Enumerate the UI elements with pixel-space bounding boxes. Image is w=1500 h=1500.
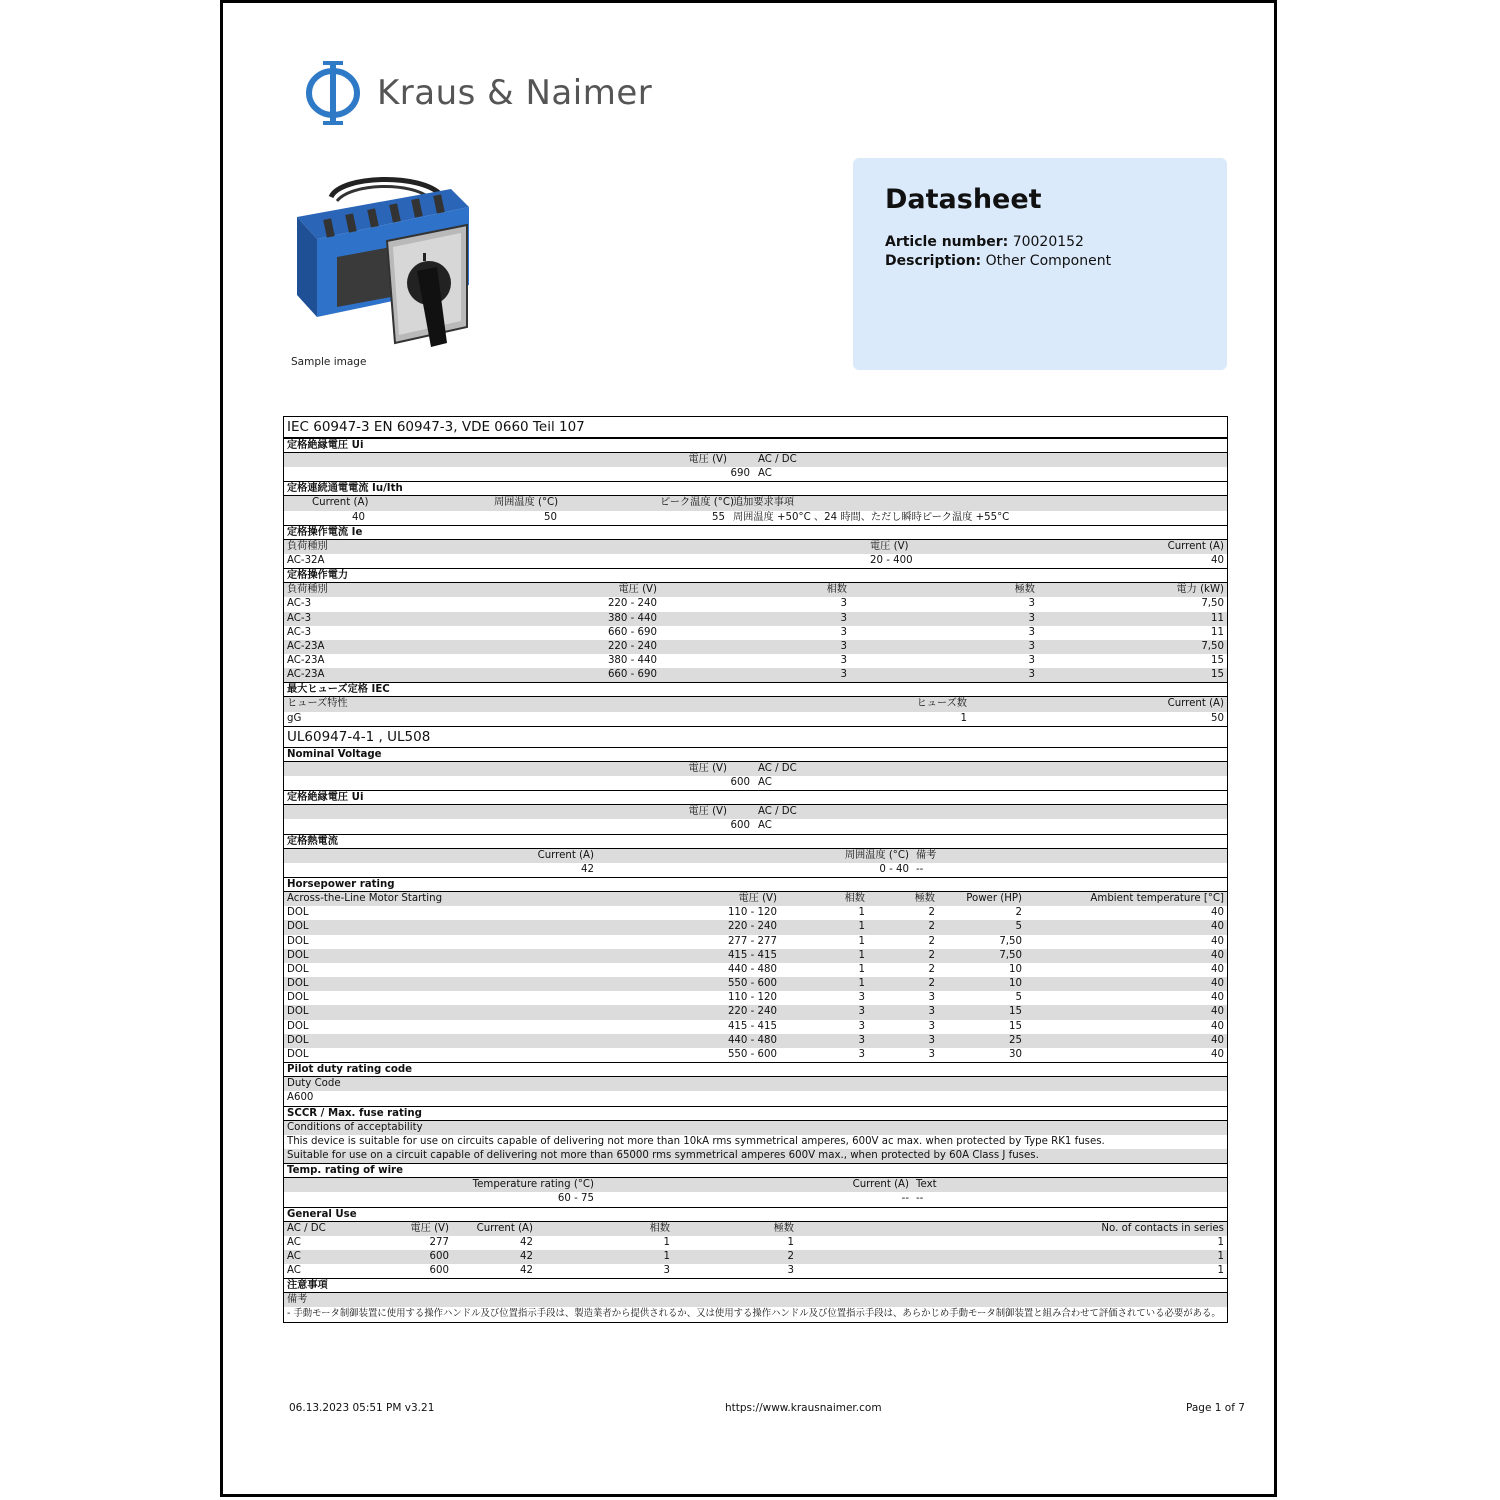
section-title (284, 1207, 1227, 1222)
cell: A600 (287, 1092, 314, 1104)
cell: DOL (287, 1006, 309, 1018)
article-number-label: Article number: (885, 234, 1009, 250)
table-header-row (284, 1178, 1227, 1192)
section-title-text: SCCR / Max. fuse rating (287, 1107, 422, 1119)
cell: 277 (429, 1236, 449, 1248)
description (885, 253, 1111, 269)
table-row (284, 920, 1227, 934)
datasheet-page (220, 0, 1277, 1497)
header-cell: AC / DC (758, 806, 797, 818)
cell: 11 (1211, 626, 1224, 638)
cell: 1 (858, 949, 865, 961)
table-row (284, 597, 1227, 611)
cell: AC (287, 1250, 301, 1262)
cell: 3 (928, 1034, 935, 1046)
cell: 7,50 (1201, 640, 1224, 652)
header-cell: 電力 (kW) (1176, 584, 1224, 596)
header-cell: AC / DC (758, 454, 797, 465)
header-cell: 極数 (914, 892, 935, 904)
table-row (284, 906, 1227, 920)
section-title-text: 定格操作電力 (287, 570, 349, 582)
cell: 660 - 690 (607, 669, 657, 681)
cell: 277 - 277 (727, 935, 777, 947)
table-row (284, 1005, 1227, 1019)
cell: 3 (858, 1006, 865, 1018)
header-cell: 電圧 (V) (688, 762, 727, 774)
section-title-text: General Use (287, 1208, 357, 1220)
cell: 2 (928, 978, 935, 990)
table-header-row (284, 1293, 1227, 1307)
footer-page-number: Page 1 of 7 (1186, 1402, 1245, 1414)
cell: 220 - 240 (727, 921, 777, 933)
article-number (885, 234, 1084, 250)
cell: 110 - 120 (727, 907, 777, 919)
header-cell: Current (A) (1167, 540, 1224, 552)
cell: 7,50 (1201, 598, 1224, 610)
cell: AC-32A (287, 554, 325, 566)
table-row (284, 1048, 1227, 1062)
section-title (284, 877, 1227, 892)
header-cell: 電圧 (V) (688, 454, 727, 465)
standard-title: IEC 60947-3 EN 60947-3, VDE 0660 Teil 107 (287, 419, 585, 435)
cell: 220 - 240 (607, 640, 657, 652)
cell: AC (758, 820, 772, 832)
cell: 7,50 (999, 935, 1022, 947)
cell: 1 (1217, 1236, 1224, 1248)
table-row (284, 1264, 1227, 1278)
table-row (284, 991, 1227, 1005)
header-cell: ピーク温度 (°C) (660, 497, 734, 509)
cell: 40 (1211, 1006, 1224, 1018)
cell: 600 (429, 1265, 449, 1277)
cell: 50 (544, 511, 557, 523)
table-row (284, 1020, 1227, 1034)
section-title (284, 790, 1227, 805)
cell: This device is suitable for use on circuits capable of delivering not more than 10kA rms symmetrical amperes, 600V ac max. when protected by Type RK1 fuses. (287, 1135, 1105, 1147)
cell: 40 (352, 511, 365, 523)
cell: 15 (1009, 1020, 1022, 1032)
cell: 42 (520, 1236, 533, 1248)
cell: 1 (858, 921, 865, 933)
cell: 1 (1217, 1250, 1224, 1262)
cell: 60 - 75 (557, 1193, 594, 1205)
header-cell: ヒューズ特性 (287, 698, 348, 710)
cell: 5 (1015, 921, 1022, 933)
footer-url-link[interactable]: https://www.krausnaimer.com (725, 1402, 882, 1414)
standard-heading-ul (284, 726, 1227, 748)
cell: 3 (858, 992, 865, 1004)
table-header-row (284, 892, 1227, 906)
table-header-row (284, 1121, 1227, 1135)
image-caption: Sample image (291, 356, 367, 368)
table-row (284, 640, 1227, 654)
cell: Suitable for use on a circuit capable of delivering not more than 65000 rms symmetrical amperes 600V max., when protected by 60A Class J fuses. (287, 1149, 1039, 1161)
cell: 440 - 480 (727, 1034, 777, 1046)
cell: 40 (1211, 935, 1224, 947)
header-cell: Current (A) (1167, 698, 1224, 710)
cell: DOL (287, 907, 309, 919)
cell: 50 (1211, 712, 1224, 724)
section-title-text: Nominal Voltage (287, 748, 382, 760)
section-title-text: 定格連続通電電流 Iu/Ith (287, 483, 403, 495)
header-cell: 備考 (287, 1294, 308, 1306)
cell: 220 - 240 (727, 1006, 777, 1018)
cell: 2 (1015, 907, 1022, 919)
cell: 40 (1211, 1020, 1224, 1032)
header-cell: Current (A) (852, 1179, 909, 1191)
cell: 3 (840, 669, 847, 681)
section-title-text: 定格操作電流 Ie (287, 526, 363, 538)
header-cell: 周囲温度 (°C) (844, 849, 909, 861)
cell: AC (287, 1236, 301, 1248)
header-cell: 相数 (826, 584, 847, 596)
cell: AC-23A (287, 655, 325, 667)
description-label: Description: (885, 253, 982, 269)
table-row (284, 949, 1227, 963)
header-cell: Conditions of acceptability (287, 1121, 423, 1133)
cell: 415 - 415 (727, 1020, 777, 1032)
cell: 3 (787, 1265, 794, 1277)
cell: 1 (663, 1250, 670, 1262)
header-cell: Current (A) (537, 849, 594, 861)
table-row (284, 712, 1227, 726)
header-cell: Text (916, 1179, 937, 1191)
cell: 550 - 600 (727, 1049, 777, 1060)
cell: 3 (928, 1006, 935, 1018)
cell: 1 (960, 712, 967, 724)
cell: 3 (1028, 626, 1035, 638)
cell: 1 (1217, 1265, 1224, 1277)
article-number-value: 70020152 (1012, 234, 1084, 250)
footer-timestamp: 06.13.2023 05:51 PM v3.21 (289, 1402, 435, 1414)
cell: 3 (840, 598, 847, 610)
cell: DOL (287, 963, 309, 975)
header-cell: No. of contacts in series (1101, 1222, 1224, 1234)
cell: 3 (840, 655, 847, 667)
header-cell: Across-the-Line Motor Starting (287, 892, 443, 904)
table-row (284, 1250, 1227, 1264)
cell: 40 (1211, 921, 1224, 933)
table-header-row (284, 496, 1227, 510)
header-cell: 電圧 (V) (618, 584, 657, 596)
section-title (284, 1163, 1227, 1178)
cell: 40 (1211, 992, 1224, 1004)
cell: 220 - 240 (607, 598, 657, 610)
section-title-text: Temp. rating of wire (287, 1165, 403, 1177)
cell: 600 (730, 777, 750, 788)
cell: DOL (287, 1049, 309, 1060)
cell: 20 - 400 (870, 554, 913, 566)
table-row (284, 612, 1227, 626)
table-row (284, 1236, 1227, 1250)
datasheet-title: Datasheet (885, 184, 1042, 215)
cell: 15 (1009, 1006, 1022, 1018)
power-rows (284, 597, 1227, 682)
table-row (284, 1135, 1227, 1149)
table-row (284, 1149, 1227, 1163)
section-title-text: 定格熱電流 (287, 835, 338, 847)
cell: -- (901, 1193, 909, 1205)
cell: 1 (663, 1236, 670, 1248)
header-cell: AC / DC (758, 762, 797, 774)
header-cell: 負荷種別 (287, 540, 328, 552)
header-cell: 備考 (916, 849, 937, 861)
cell: 2 (787, 1250, 794, 1262)
cell: 25 (1009, 1034, 1022, 1046)
cell: 3 (1028, 640, 1035, 652)
header-cell: Current (A) (476, 1222, 533, 1234)
section-title (284, 748, 1227, 762)
header-cell: 電圧 (V) (688, 806, 727, 818)
section-title-text: Pilot duty rating code (287, 1064, 413, 1076)
cell: -- (916, 1193, 924, 1205)
cell: 440 - 480 (727, 963, 777, 975)
cell: 1 (787, 1236, 794, 1248)
cell: 110 - 120 (727, 992, 777, 1004)
header-cell: Current (A) (312, 497, 369, 509)
cell: 30 (1009, 1049, 1022, 1060)
table-header-row (284, 540, 1227, 554)
table-row (284, 668, 1227, 682)
cell: AC (758, 468, 772, 480)
table-header-row (284, 1077, 1227, 1091)
header-cell: 相数 (649, 1222, 670, 1234)
cell: 3 (840, 612, 847, 624)
header-cell: 極数 (773, 1222, 794, 1234)
cell: 10 (1009, 978, 1022, 990)
table-row (284, 1307, 1227, 1321)
section-title-text: 最大ヒューズ定格 IEC (287, 684, 390, 696)
cell: AC (758, 777, 772, 788)
cell: AC (287, 1265, 301, 1277)
section-title (284, 525, 1227, 540)
hp-rows (284, 906, 1227, 1062)
cell: 3 (858, 1020, 865, 1032)
cell: 2 (928, 963, 935, 975)
table-header-row (284, 1222, 1227, 1236)
cell: 660 - 690 (607, 626, 657, 638)
cell: 3 (1028, 669, 1035, 681)
general-rows (284, 1236, 1227, 1279)
table-row (284, 1192, 1227, 1206)
cell: 415 - 415 (727, 949, 777, 961)
cell: 40 (1211, 907, 1224, 919)
table-row (284, 511, 1227, 525)
cell: -- (916, 863, 924, 875)
header-cell: 相数 (844, 892, 865, 904)
cell: 40 (1211, 963, 1224, 975)
header-cell: Ambient temperature [°C] (1090, 892, 1224, 904)
section-title (284, 481, 1227, 496)
cell: 3 (840, 626, 847, 638)
cell: 10 (1009, 963, 1022, 975)
cell: 3 (663, 1265, 670, 1277)
cell: 0 - 40 (879, 863, 909, 875)
notes-text: - 手動モータ制御装置に使用する操作ハンドル及び位置指示手段は、製造業者から提供されるか、又は使用する操作ハンドル及び位置指示手段は、あらかじめ手動モータ制御装置と組み合わせて評価されている必要がある。 (287, 1308, 1221, 1320)
section-title (284, 834, 1227, 849)
cell: 1 (858, 907, 865, 919)
cell: 2 (928, 907, 935, 919)
cell: 3 (1028, 612, 1035, 624)
section-title (284, 682, 1227, 697)
header-cell: 周囲温度 (°C) (494, 497, 559, 509)
section-title (284, 438, 1227, 453)
cell: DOL (287, 978, 309, 990)
table-row (284, 776, 1227, 790)
cell: 40 (1211, 554, 1224, 566)
cell: AC-3 (287, 612, 312, 624)
cell: DOL (287, 1020, 309, 1032)
section-title-text: 定格絶縁電圧 Ui (287, 440, 364, 451)
cell: 42 (581, 863, 594, 875)
cell: AC-3 (287, 598, 312, 610)
header-cell: AC / DC (287, 1222, 326, 1234)
cell: 1 (858, 963, 865, 975)
kraus-naimer-logo-icon (305, 59, 361, 127)
table-row (284, 654, 1227, 668)
header-cell: 追加要求事項 (733, 497, 795, 509)
cell: 3 (928, 1020, 935, 1032)
cell: 1 (858, 935, 865, 947)
cell: 380 - 440 (607, 655, 657, 667)
cell: DOL (287, 992, 309, 1004)
section-title (284, 568, 1227, 583)
product-image (291, 167, 473, 349)
cell: 11 (1211, 612, 1224, 624)
cell: gG (287, 712, 302, 724)
standard-title: UL60947-4-1 , UL508 (287, 728, 431, 745)
section-title (284, 1278, 1227, 1293)
cell: 600 (429, 1250, 449, 1262)
header-cell: ヒューズ数 (916, 698, 967, 710)
standard-heading-iec (284, 417, 1227, 438)
cell: 3 (928, 1049, 935, 1060)
section-title-text: Horsepower rating (287, 878, 395, 890)
table-row (284, 626, 1227, 640)
cell: 3 (840, 640, 847, 652)
cell: 690 (730, 468, 750, 480)
table-row (284, 819, 1227, 833)
cell: 40 (1211, 949, 1224, 961)
table-header-row (284, 583, 1227, 597)
table-row (284, 467, 1227, 481)
header-cell: Duty Code (287, 1078, 341, 1090)
table-row (284, 963, 1227, 977)
cell: 1 (858, 978, 865, 990)
cell: 3 (928, 992, 935, 1004)
table-row (284, 863, 1227, 877)
table-header-row (284, 453, 1227, 467)
cell: 2 (928, 949, 935, 961)
section-title (284, 1062, 1227, 1077)
cell: 3 (858, 1049, 865, 1060)
cell: DOL (287, 1034, 309, 1046)
cell: AC-23A (287, 669, 325, 681)
cell: 380 - 440 (607, 612, 657, 624)
cell: 3 (1028, 655, 1035, 667)
table-header-row (284, 762, 1227, 776)
description-value: Other Component (985, 253, 1112, 269)
cell: 600 (730, 820, 750, 832)
table-row (284, 935, 1227, 949)
cell: 42 (520, 1265, 533, 1277)
cell: 3 (1028, 598, 1035, 610)
cell: 40 (1211, 1034, 1224, 1046)
cell: 2 (928, 921, 935, 933)
cell: 40 (1211, 978, 1224, 990)
cell: 40 (1211, 1049, 1224, 1060)
table-header-row (284, 805, 1227, 819)
cell: 55 (712, 511, 725, 523)
cell: 15 (1211, 669, 1224, 681)
cell: 5 (1015, 992, 1022, 1004)
header-cell: Temperature rating (°C) (472, 1179, 594, 1191)
cell: DOL (287, 935, 309, 947)
cell: 550 - 600 (727, 978, 777, 990)
table-row (284, 977, 1227, 991)
table-row (284, 554, 1227, 568)
cell: 42 (520, 1250, 533, 1262)
cell: AC-23A (287, 640, 325, 652)
header-cell: 電圧 (V) (738, 892, 777, 904)
section-title-text: 定格絶縁電圧 Ui (287, 792, 364, 804)
cell: 7,50 (999, 949, 1022, 961)
table-row (284, 1091, 1227, 1105)
header-cell: 電圧 (V) (410, 1222, 449, 1234)
cell: 周囲温度 +50°C 、24 時間、ただし瞬時ピーク温度 +55°C (733, 511, 1010, 523)
table-header-row (284, 697, 1227, 711)
cell: 3 (858, 1034, 865, 1046)
header-cell: 電圧 (V) (870, 540, 909, 552)
header-cell: 極数 (1014, 584, 1035, 596)
header-cell: Power (HP) (966, 892, 1022, 904)
cell: 15 (1211, 655, 1224, 667)
table-header-row (284, 849, 1227, 863)
table-row (284, 1034, 1227, 1048)
brand-name: Kraus & Naimer (377, 73, 653, 113)
header-cell: 負荷種別 (287, 584, 328, 596)
info-box (853, 158, 1227, 370)
cell: 2 (928, 935, 935, 947)
section-title (284, 1106, 1227, 1121)
cell: DOL (287, 949, 309, 961)
cell: AC-3 (287, 626, 312, 638)
section-title-text: 注意事項 (287, 1280, 328, 1292)
cell: DOL (287, 921, 309, 933)
spec-table (283, 416, 1228, 1323)
